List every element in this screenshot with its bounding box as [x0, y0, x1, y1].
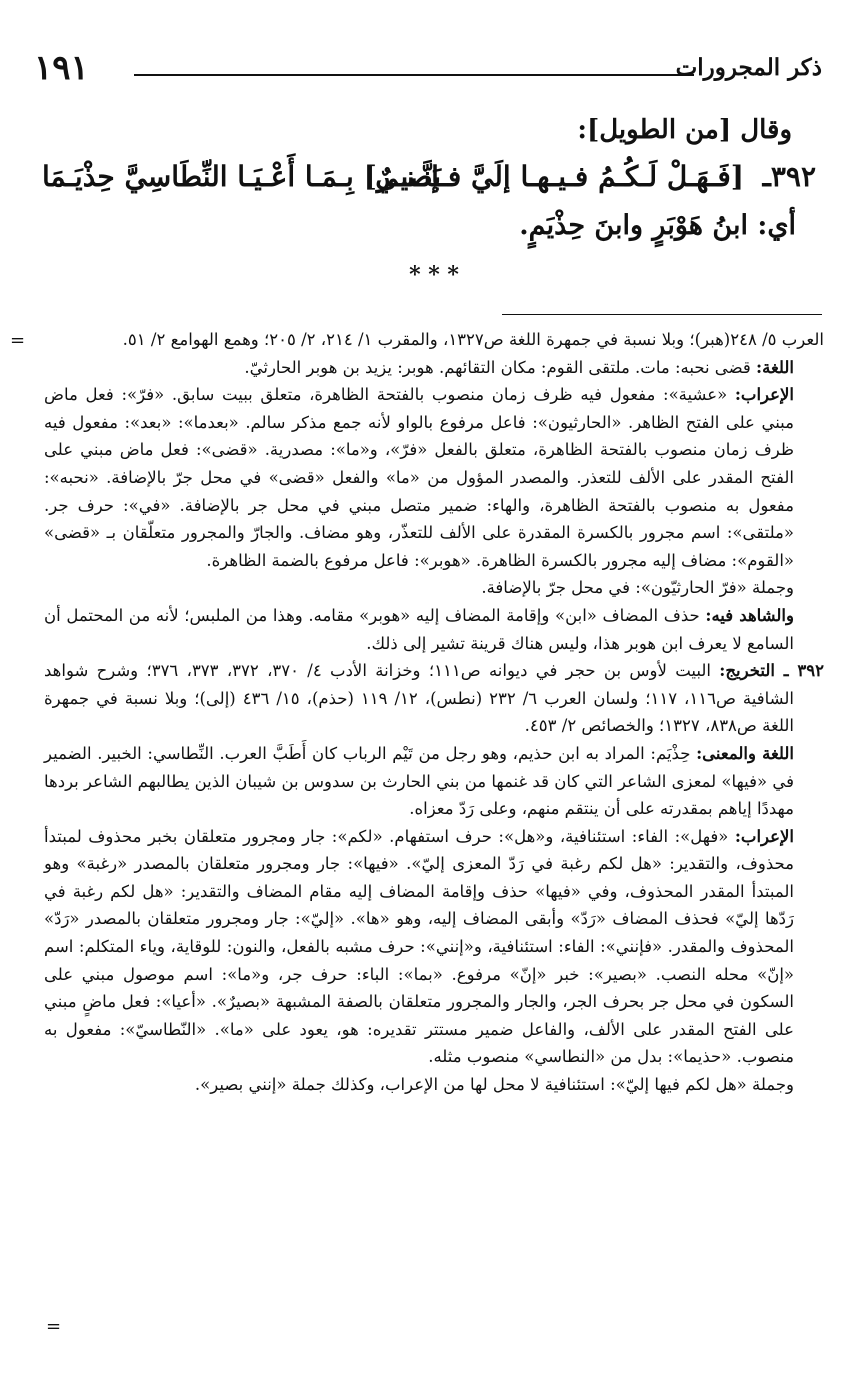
- footnotes: [44, 326, 824, 1099]
- running-title: ذكر المجرورات: [675, 54, 822, 81]
- poem-verse: [42, 160, 816, 208]
- footnote-paragraph: اللغة والمعنى: حِذْيَم: المراد به ابن حذيم، وهو رجل من تَيْم الرباب كان أَطَبَّ العرب. النِّطاسي: الخبير. الضمير في «فيها» لمعزى الشاعر التي كان قد غنمها من بني الحارث بن سدوس بن شيبان الذين يطالبهم الشاعر بردها مهددًا إياهم بمقدرته على أن ينتقم منهم، وعلى رَدّ معزاه.: [44, 743, 794, 819]
- footnote-paragraph: ٣٩٢ ـ التخريج: البيت لأوس بن حجر في ديوانه ص١١١؛ وخزانة الأدب ٤/ ٣٧٠، ٣٧٢، ٣٧٣، ٣٧٦؛ وشرح شواهد الشافية ص١١٦، ١١٧؛ ولسان العرب ٦/ ٢٣٢ (نطس)، ١٢/ ١١٩ (حذم)، ١٥/ ٤٣٦ (إلى)؛ وبلا نسبة في جمهرة اللغة ص٨٣٨، ١٣٢٧؛ والخصائص ٢/ ٤٥٣.: [44, 661, 825, 736]
- page-header: [34, 48, 822, 88]
- section-separator: * * *: [409, 262, 459, 288]
- footnote-end-mark: =: [46, 1316, 62, 1337]
- verse-first-hemistich: [فَـهَـلْ لَـكُـمُ فـيـهـا إلَيَّ فـإنَّـنـي: [375, 160, 744, 193]
- footnote-rule: [502, 314, 822, 315]
- verse-second-hemistich: بَصيـرٌ] بِـمَـا أَعْـيَـا النِّطَاسِيَّ حِذْيَـمَا: [42, 160, 441, 193]
- verse-number: ٣٩٢ـ: [762, 160, 816, 193]
- page-number: ١٩١: [34, 48, 89, 88]
- verse-explanation: أي: ابنُ هَوْبَرٍ وابنَ حِذْيَمٍ.: [519, 210, 796, 241]
- footnote-continuation-mark: =: [10, 330, 26, 351]
- verse-intro: وقال [من الطويل]:: [577, 115, 792, 145]
- footnote-paragraph: الإعراب: «عشية»: مفعول فيه ظرف زمان منصوب بالفتحة الظاهرة، متعلق ببيت سابق. «فرّ»: فعل ماض مبني على الفتح الظاهر. «الحارثيون»: فاعل مرفوع بالواو لأنه جمع مذكر سالم. «بعدما»: «بعد»: مفعول فيه ظرف زمان منصوب بالفتحة الظاهرة، متعلق بالفعل «فرّ»، و«ما»: مصدرية. «قضى»: فعل ماض مبني على الفتح المقدر على الألف للتعذر. والمصدر المؤول من «ما» والفعل «قضى» في محل جرّ بالإضافة. «نحبه»: مفعول به منصوب بالفتحة الظاهرة، والهاء: ضمير متصل مبني في محل جر بالإضافة. «في»: حرف جر. «ملتقى»: اسم مجرور بالكسرة المقدرة على الألف للتعذّر، وهو مضاف. والجارّ والمجرور متعلّقان بـ «قضى» «القوم»: مضاف إليه مجرور بالكسرة الظاهرة. «هوبر»: فاعل مرفوع بالضمة الظاهرة.: [44, 385, 794, 570]
- header-rule: [134, 74, 694, 76]
- footnote-paragraph: الإعراب: «فهل»: الفاء: استئنافية، و«هل»: حرف استفهام. «لكم»: جار ومجرور متعلقان بخبر محذوف لمبتدأ محذوف، والتقدير: «هل لكم رغبة في رَدّ المعزى إليّ». «فيها»: جار ومجرور متعلقان بالمصدر «رغبة» وهو المبتدأ المقدر المحذوف، وفي «فيها» حذف وإقامة المضاف إليه مقام المضاف والتقدير: «هل لكم رغبة في رَدّها إليّ» فحذف المضاف «رَدّ» وأبقى المضاف إليه، وهو «ها». «إليّ»: جار ومجرور متعلقان بالمصدر «رَدّ» المحذوف والمقدر. «فإنني»: الفاء: استئنافية، و«إنني»: حرف مشبه بالفعل، والنون: للوقاية، وياء المتكلم: اسم «إنّ» محله النصب. «بصير»: خبر «إنّ» مرفوع. «بما»: الباء: حرف جر، و«ما»: اسم موصول مبني على السكون في محل جر بحرف الجر، والجار والمجرور متعلقان بالصفة المشبهة «بصيرٌ». «أعيا»: فعل ماضٍ مبني على الفتح المقدر على الألف، والفاعل ضمير مستتر تقديره: هو، يعود على «ما». «النّطاسيّ»: مفعول به منصوب. «حذيما»: بدل من «النطاسي» منصوب مثله.: [44, 826, 794, 1067]
- footnote-paragraph: العرب ٥/ ٢٤٨(هبر)؛ وبلا نسبة في جمهرة اللغة ص١٣٢٧، والمقرب ١/ ٢١٤، ٢/ ٢٠٥؛ وهمع الهوامع ٢/ ٥١.: [122, 330, 824, 349]
- footnote-paragraph: وجملة «فرّ الحارثيّون»: في محل جرّ بالإضافة.: [481, 578, 794, 598]
- footnote-paragraph: وجملة «هل لكم فيها إليّ»: استئنافية لا محل لها من الإعراب، وكذلك جملة «إنني بصير».: [194, 1075, 794, 1095]
- footnote-paragraph: اللغة: قضى نحبه: مات. ملتقى القوم: مكان التقائهم. هوبر: يزيد بن هوبر الحارثيّ.: [244, 357, 794, 377]
- footnote-paragraph: والشاهد فيه: حذف المضاف «ابن» وإقامة المضاف إليه «هوبر» مقامه. وهذا من الملبس؛ لأنه من المحتمل أن السامع لا يعرف ابن هوبر هذا، وليس هناك قرينة تشير إلى ذلك.: [44, 605, 794, 653]
